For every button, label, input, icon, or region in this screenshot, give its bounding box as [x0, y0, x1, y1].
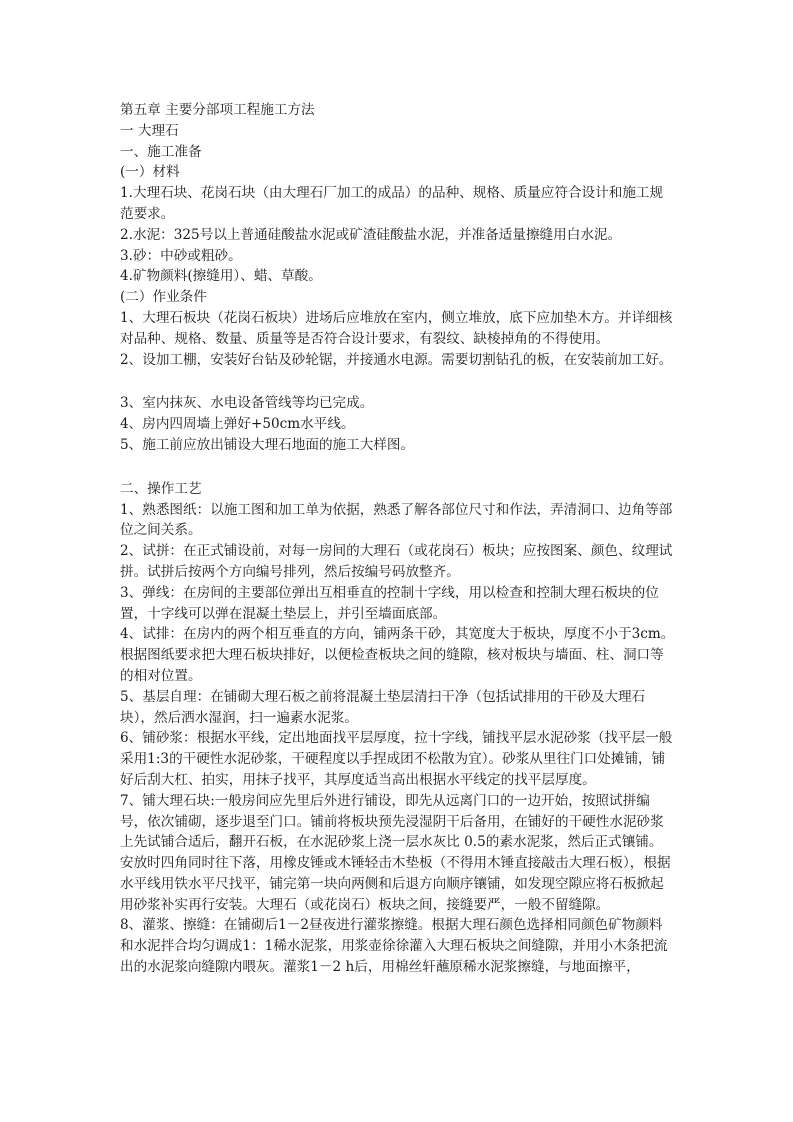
conditions-item: 5、施工前应放出铺设大理石地面的施工大样图。 — [120, 436, 415, 453]
materials-item: 1.大理石块、花岗石块（由大理石厂加工的成品）的品种、规格、质量应符合设计和施工规范要求。 — [120, 185, 664, 222]
materials-item: 2.水泥：325号以上普通硅酸盐水泥或矿渣硅酸盐水泥，并准备适量擦缝用白水泥。 — [120, 226, 622, 243]
conditions-item: 4、房内四周墙上弹好+50cm水平线。 — [120, 416, 355, 433]
materials-heading: (一）材料 — [120, 164, 180, 181]
process-item: 8、灌浆、擦缝：在铺砌后1－2昼夜进行灌浆擦缝。根据大理石颜色选择相同颜色矿物颜料和水泥拌合均匀调成1：1稀水泥浆，用浆壶徐徐灌入大理石板块之间缝隙，并用小木条把流出的水泥浆向缝隙内喂灰。灌浆1－2 h后，用棉丝轩蘸原稀水泥浆擦缝，与地面擦平， — [120, 917, 668, 976]
part1-heading: 一、施工准备 — [120, 143, 202, 160]
process-item: 7、铺大理石块:一般房间应先里后外进行铺设，即先从远离门口的一边开始，按照试拼编号，依次铺砌，逐步退至门口。铺前将板块预先浸湿阴干后备用，在铺好的干硬性水泥砂浆上先试铺合适后，翻开石板，在水泥砂浆上浇一层水灰比 0.5的素水泥浆，然后正式镶铺。安放时四角同时往下落，用橡皮锤或木锤轻击木垫板（不得用木锤直接敲击大理石板），根据水平线用铁水平尺找平，铺完第一块向两侧和后退方向顺序镶铺，如发现空隙应将石板掀起用砂浆补实再行安装。大理石（或花岗石）板块之间，接缝要严，一般不留缝隙。 — [120, 792, 671, 913]
process-item: 6、铺砂浆：根据水平线，定出地面找平层厚度，拉十字线，铺找平层水泥砂浆（找平层一般采用1:3的干硬性水泥砂浆，干硬程度以手捏成团不松散为宜）。砂浆从里往门口处摊铺，铺好后刮大杠、拍实，用抹子找平，其厚度适当高出根据水平线定的找平层厚度。 — [120, 730, 673, 788]
section-title: 一 大理石 — [120, 122, 179, 139]
process-item: 1、熟悉图纸：以施工图和加工单为依据，熟悉了解各部位尺寸和作法，弄清洞口、边角等部位之间关系。 — [120, 501, 673, 539]
process-item: 2、试拼：在正式铺设前，对每一房间的大理石（或花岗石）板块；应按图案、颜色、纹理试拼。试拼后按两个方向编号排列，然后按编号码放整齐。 — [120, 543, 673, 580]
conditions-heading: (二）作业条件 — [120, 289, 207, 306]
document-page — [120, 100, 676, 978]
materials-item: 4.矿物颜料(擦缝用）、蜡、草酸。 — [120, 268, 322, 285]
part2-heading: 二、操作工艺 — [120, 480, 202, 497]
process-item: 4、试排：在房内的两个相互垂直的方向，铺两条干砂，其宽度大于板块，厚度不小于3cm。根据图纸要求把大理石板块排好，以便检查板块之间的缝隙，核对板块与墙面、柱、洞口等的相对位置。 — [120, 626, 675, 684]
materials-item: 3.砂：中砂或粗砂。 — [120, 247, 242, 264]
process-item: 3、弹线：在房间的主要部位弹出互相垂直的控制十字线，用以检查和控制大理石板块的位置，十字线可以弹在混凝土垫层上，并引至墙面底部。 — [120, 584, 659, 622]
conditions-item: 2、设加工棚，安装好台钻及砂轮锯，并接通水电源。需要切割钻孔的板，在安装前加工好。 — [120, 351, 673, 368]
process-item: 5、基层自理：在铺砌大理石板之前将混凝土垫层清扫干净（包括试排用的干砂及大理石块），然后洒水湿润，扫一遍素水泥浆。 — [120, 688, 646, 726]
conditions-item: 1、大理石板块（花岗石板块）进场后应堆放在室内，侧立堆放，底下应加垫木方。并详细核对品种、规格、数量、质量等是否符合设计要求，有裂纹、缺棱掉角的不得使用。 — [120, 309, 673, 347]
conditions-item: 3、室内抹灰、水电设备管线等均已完成。 — [120, 395, 374, 412]
chapter-title: 第五章 主要分部项工程施工方法 — [120, 102, 315, 118]
blank-spacer — [120, 370, 676, 393]
blank-spacer — [120, 456, 676, 479]
